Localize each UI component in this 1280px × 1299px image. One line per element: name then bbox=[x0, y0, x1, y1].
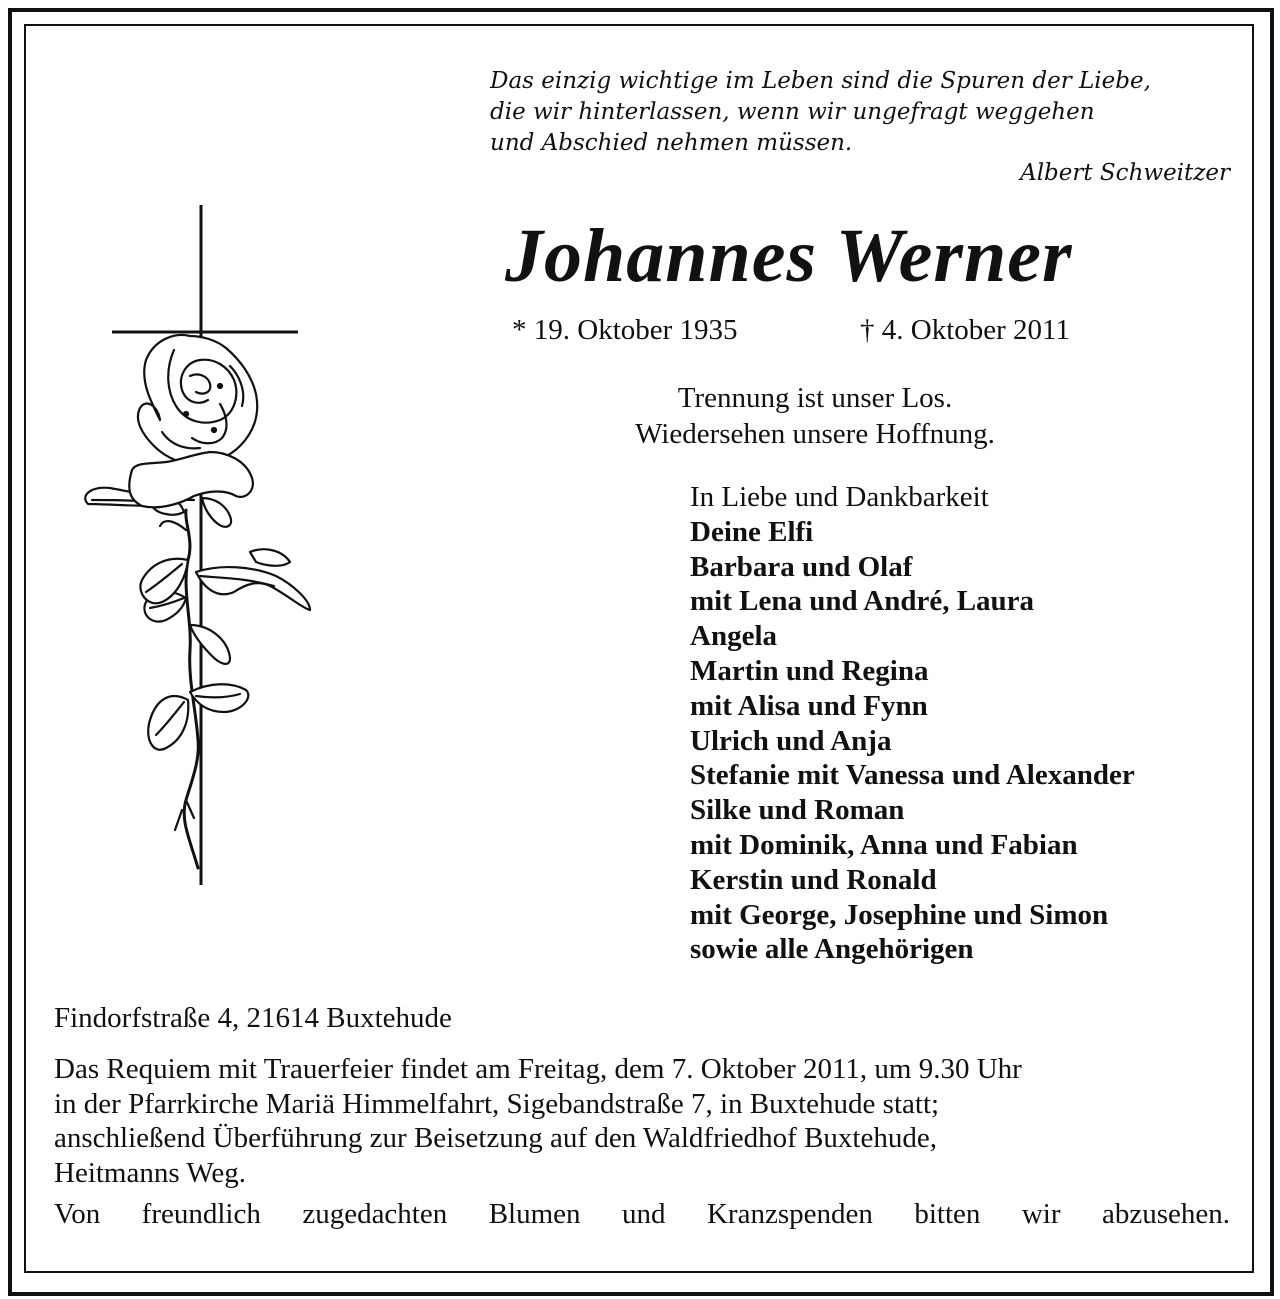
motto-line: Trennung ist unser Los. bbox=[677, 382, 953, 414]
mourner-line: mit Alisa und Fynn bbox=[690, 689, 928, 722]
mourner-line: Stefanie mit Vanessa und Alexander bbox=[690, 759, 1135, 792]
mourner-line: Barbara und Olaf bbox=[690, 550, 913, 583]
quote-author: Albert Schweitzer bbox=[1020, 160, 1230, 186]
quote-line: und Abschied nehmen müssen. bbox=[490, 130, 853, 156]
mourner-line: mit Dominik, Anna und Fabian bbox=[690, 828, 1078, 861]
requiem-line: Das Requiem mit Trauerfeier findet am Freitag, dem 7. Oktober 2011, um 9.30 Uhr bbox=[54, 1053, 1022, 1085]
quote-block bbox=[490, 66, 1230, 159]
requiem-notice bbox=[54, 1052, 1234, 1190]
cross-icon bbox=[112, 205, 298, 885]
birth-date: * 19. Oktober 1935 bbox=[512, 314, 738, 346]
requiem-line: Heitmanns Weg. bbox=[54, 1156, 247, 1189]
requiem-line: anschließend Überführung zur Beisetzung auf den Waldfriedhof Buxtehude, bbox=[54, 1122, 937, 1154]
mourners-block bbox=[690, 480, 1250, 967]
death-date: † 4. Oktober 2011 bbox=[860, 314, 1070, 346]
quote-line: Das einzig wichtige im Leben sind die Spuren der Liebe, bbox=[490, 68, 1151, 94]
requiem-line: in der Pfarrkirche Mariä Himmelfahrt, Sigebandstraße 7, in Buxtehude statt; bbox=[54, 1087, 940, 1120]
deceased-name: Johannes Werner bbox=[505, 214, 1073, 298]
mourner-line: Kerstin und Ronald bbox=[690, 863, 937, 896]
mourner-line: mit George, Josephine und Simon bbox=[690, 898, 1109, 931]
address: Findorfstraße 4, 21614 Buxtehude bbox=[54, 1002, 452, 1034]
mourner-line: Martin und Regina bbox=[690, 654, 929, 687]
rose-icon bbox=[85, 335, 310, 868]
mourner-line: mit Lena und André, Laura bbox=[690, 585, 1035, 618]
mourners-intro: In Liebe und Dankbarkeit bbox=[690, 481, 989, 513]
mourner-line: Deine Elfi bbox=[690, 515, 814, 548]
mourner-line: Angela bbox=[690, 620, 777, 653]
motto-block bbox=[500, 380, 1130, 452]
mourner-line: sowie alle Angehörigen bbox=[690, 933, 974, 966]
quote-line: die wir hinterlassen, wenn wir ungefragt weggehen bbox=[490, 99, 1095, 125]
motto-line: Wiedersehen unsere Hoffnung. bbox=[635, 418, 995, 450]
flowers-note: Von freundlich zugedachten Blumen und Kranzspenden bitten wir abzusehen. bbox=[54, 1198, 1230, 1230]
mourner-line: Silke und Roman bbox=[690, 794, 905, 827]
cross-rose-illustration bbox=[70, 200, 330, 890]
mourner-line: Ulrich und Anja bbox=[690, 724, 892, 757]
